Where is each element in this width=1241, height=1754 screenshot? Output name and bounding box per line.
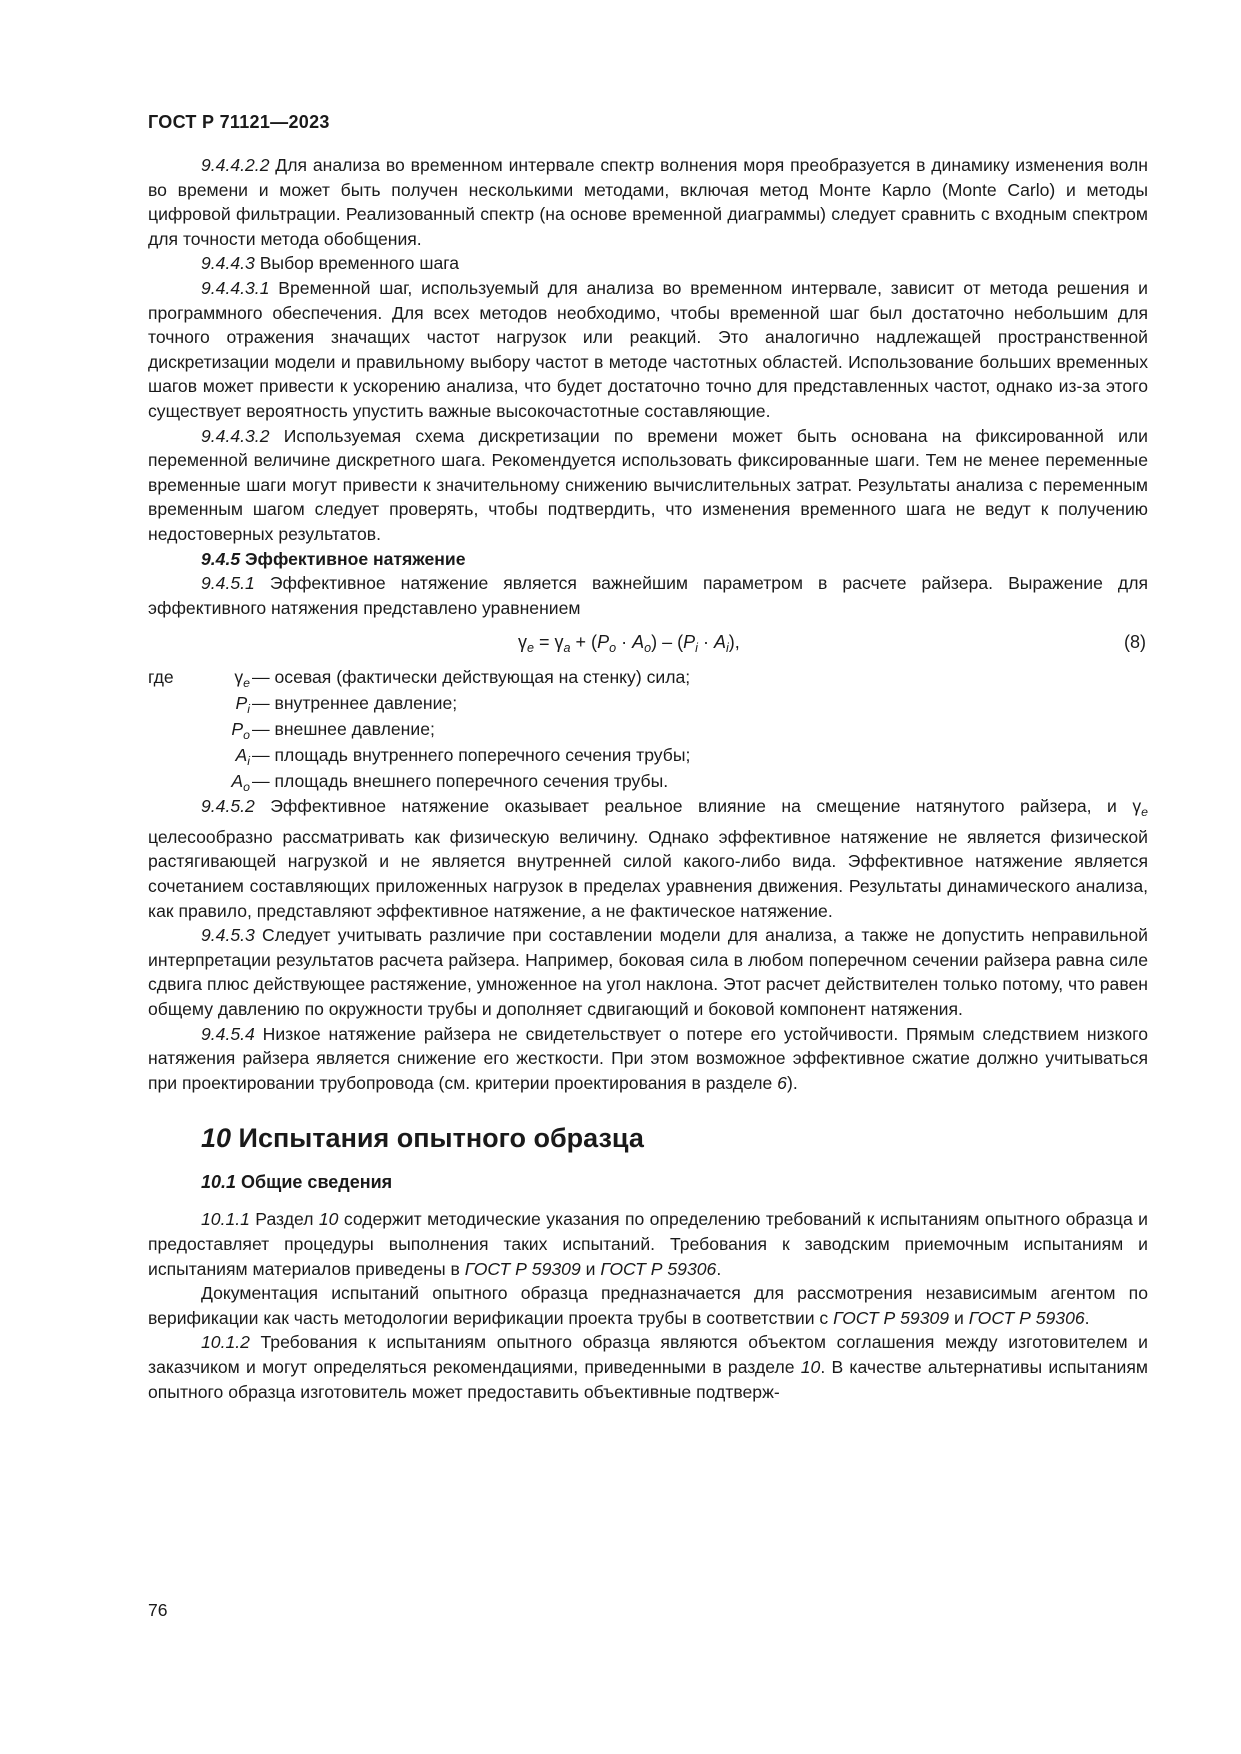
equation-8 bbox=[148, 620, 1148, 664]
symbol-description: — осевая (фактически действующая на стенку) сила; bbox=[252, 667, 691, 688]
paragraph-10-1-1: 10.1.1 Раздел 10 содержит методические указания по определению требований к испытаниям опытного образца и предоставляет процедуры выполнения таких испытаний. Требования к заводским приемочным испытаниям и испытаниям материалов приведены в ГОСТ Р 59309 и ГОСТ Р 59306. bbox=[148, 1209, 1148, 1279]
paragraph-9-4-5-3: 9.4.5.3 Следует учитывать различие при составлении модели для анализа, а также не допустить неправильной интерпретации результатов расчета райзера. Например, боковая сила в любом поперечном сечении райзера равна силе сдвига плюс действующее растяжение, умноженное на угол наклона. Этот расчет действителен только потому, что равен общему давлению по окружности трубы и дополняет сдвигающий и боковой компонент натяжения. bbox=[148, 925, 1148, 1020]
heading-9-4-5 bbox=[148, 547, 1148, 572]
where-item bbox=[148, 690, 1148, 716]
clause-number: 9.4.5.1 bbox=[201, 573, 255, 594]
clause-text: Выбор временного шага bbox=[254, 253, 460, 274]
equation-body: $\gamma_e = \gamma_a + (P_o \cdot A_o) - (P_i \cdot A_i)$, bbox=[518, 632, 740, 656]
clause-number: 9.4.4.3.2 bbox=[201, 425, 270, 446]
paragraph-10-1-2: 10.1.2 Требования к испытаниям опытного образца являются объектом соглашения между изготовителем и заказчиком и могут определяться рекомендациями, приведенными в разделе 10. В качестве альтернативы испытаниям опытного образца изготовитель может предоставить объективные подтверж- bbox=[148, 1332, 1148, 1402]
where-label: где bbox=[148, 667, 174, 688]
symbol-description: — внутреннее давление; bbox=[252, 693, 458, 714]
clause-number: 9.4.4.3.1 bbox=[201, 277, 270, 298]
paragraph-documentation: Документация испытаний опытного образца предназначается для рассмотрения независимым агентом по верификации как часть методологии верификации проекта трубы в соответствии с ГОСТ Р 59309 и ГОСТ Р 59306. bbox=[148, 1283, 1148, 1328]
symbol-description: — площадь внутреннего поперечного сечения трубы; bbox=[252, 745, 691, 766]
symbol-description: — площадь внешнего поперечного сечения трубы. bbox=[252, 771, 669, 792]
paragraph-9-4-5-1 bbox=[148, 571, 1148, 620]
paragraph-9-4-5-4: 9.4.5.4 Низкое натяжение райзера не свидетельствует о потере его устойчивости. Прямым следствием низкого натяжения райзера является снижение его жесткости. При этом возможное эффективное сжатие должно учитываться при проектировании трубопровода (см. критерии проектирования в разделе 6). bbox=[148, 1023, 1148, 1093]
where-item bbox=[148, 768, 1148, 794]
where-list bbox=[148, 664, 1148, 794]
symbol: $A_i$ bbox=[235, 745, 250, 769]
clause-text: Эффективное натяжение является важнейшим параметром в расчете райзера. Выражение для эффективного натяжения представлено уравнением bbox=[148, 573, 1148, 618]
clause-text: Для анализа во временном интервале спектр волнения моря преобразуется в динамику изменения волн во времени и может быть получен несколькими методами, включая метод Монте Карло (Monte Carlo) и методы цифровой фильтрации. Реализованный спектр (на основе временной диаграммы) следует сравнить с входным спектром для точности метода обобщения. bbox=[148, 155, 1148, 249]
symbol: $P_i$ bbox=[235, 693, 250, 717]
section-10-heading: 10 Испытания опытного образца bbox=[201, 1123, 644, 1154]
page-number: 76 bbox=[148, 1600, 168, 1620]
equation-number: (8) bbox=[1124, 632, 1146, 653]
section-10-1-heading: 10.1 Общие сведения bbox=[201, 1172, 393, 1193]
document-page bbox=[148, 112, 1148, 1404]
clause-text: Временной шаг, используемый для анализа во временном интервале, зависит от метода решения и программного обеспечения. Для всех методов необходимо, чтобы временной шаг был достаточно небольшим для точного отражения значащих частот нагрузок или реакций. Это аналогично надлежащей пространственной дискретизации модели и правильному выбору частот в методе частотных областей. Использование больших временных шагов может привести к ускорению анализа, что будет достаточно точно для представленных частот, однако из-за этого существует вероятность упустить важные высокочастотные составляющие. bbox=[148, 277, 1148, 421]
where-item bbox=[148, 664, 1148, 690]
standard-header: ГОСТ Р 71121—2023 bbox=[148, 112, 330, 132]
clause-text: Используемая схема дискретизации по времени может быть основана на фиксированной или переменной величине дискретного шага. Рекомендуется использовать фиксированные шаги. Тем не менее переменные временные шаги могут привести к значительному снижению вычислительных затрат. Результаты анализа с переменным временным шагом следует проверять, чтобы подтвердить, что изменения временного шага не ведут к получению недостоверных результатов. bbox=[148, 425, 1148, 544]
symbol: $P_o$ bbox=[231, 719, 250, 743]
paragraph-9-4-4-3 bbox=[148, 251, 1148, 276]
symbol: $A_o$ bbox=[231, 771, 250, 795]
clause-number: 9.4.5 bbox=[201, 548, 241, 569]
paragraph-9-4-4-3-2 bbox=[148, 424, 1148, 547]
clause-number: 9.4.4.2.2 bbox=[201, 155, 270, 175]
where-item bbox=[148, 742, 1148, 768]
where-item bbox=[148, 716, 1148, 742]
clause-number: 9.4.4.3 bbox=[201, 253, 255, 274]
symbol-description: — внешнее давление; bbox=[252, 719, 435, 740]
paragraph-9-4-4-2-2 bbox=[148, 153, 1148, 251]
paragraph-9-4-5-2: 9.4.5.2 Эффективное натяжение оказывает реальное влияние на смещение натянутого райзера, и $\gamma_e$ целесообразно рассматривать как физическую величину. Однако эффективное натяжение не является физической растягивающей нагрузкой и не является внутренней силой какого-либо вида. Эффективное натяжение является сочетанием составляющих приложенных нагрузок в пределах уравнения движения. Результаты динамического анализа, как правило, представляют эффективное натяжение, а не фактическое натяжение. bbox=[148, 796, 1148, 921]
heading-text: Эффективное натяжение bbox=[240, 548, 466, 569]
symbol: $\gamma_e$ bbox=[234, 667, 250, 691]
paragraph-9-4-4-3-1 bbox=[148, 276, 1148, 424]
